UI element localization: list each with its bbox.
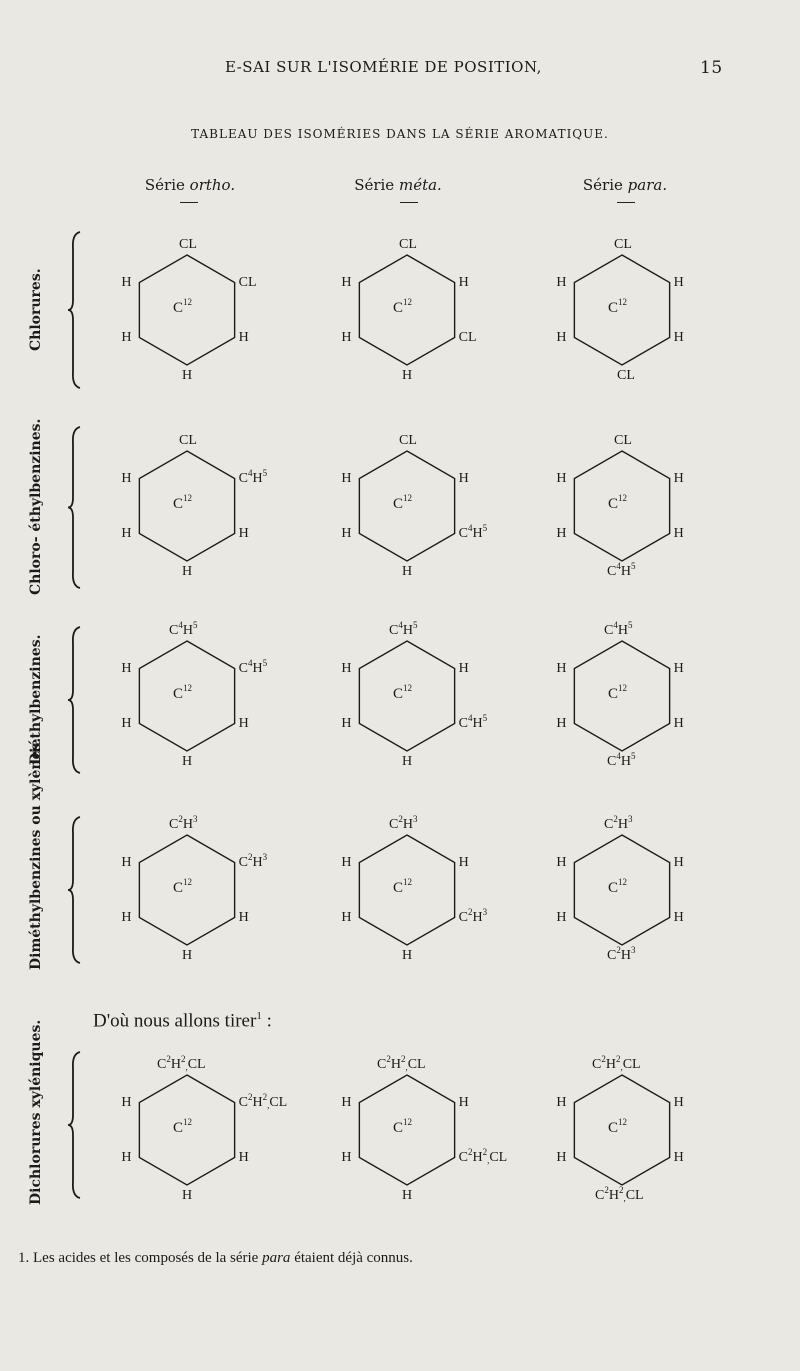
ring-center-label: $C^{12}$ [393,493,413,512]
atom-bottom: $C^4H^5$ [607,751,636,769]
ring-center-label: $C^{12}$ [393,297,413,316]
benzene-structure [315,1052,515,1212]
atom-ul: H [341,854,352,870]
atom-lr: H [238,1149,249,1165]
atom-ul: H [121,470,132,486]
atom-lr: $C^2H^3$ [458,906,488,925]
atom-top: $C^2H^3$ [604,814,633,832]
benzene-ring [95,618,295,778]
atom-ur: $C^2H^3$ [238,851,268,870]
atom-ll: H [341,909,352,925]
atom-ll: H [121,1149,132,1165]
benzene-ring [95,1052,295,1212]
column-dash [617,202,635,203]
row-brace [66,1050,86,1200]
atom-ul: H [341,1094,352,1110]
column-dash [400,202,418,203]
atom-ur: H [458,274,469,290]
table-title: TABLEAU DES ISOMÉRIES DANS LA SÉRIE AROMATIQUE. [191,127,609,141]
benzene-structure [315,232,515,392]
atom-bottom: H [182,368,193,383]
atom-ul: H [341,274,352,290]
atom-top: CL [399,237,417,252]
atom-lr: H [673,525,684,541]
benzene-structure [530,1052,730,1212]
atom-ur: H [673,470,684,486]
ring-center-label: $C^{12}$ [173,683,193,702]
atom-bottom: $C^2H^3$ [607,945,636,963]
atom-bottom: H [402,564,413,579]
benzene-structure [530,812,730,972]
benzene-ring [315,1052,515,1212]
column-prefix: Série [582,176,623,194]
column-header-para [545,176,705,194]
atom-ur: H [673,274,684,290]
ring-center-label: $C^{12}$ [608,877,628,896]
atom-top: CL [614,237,632,252]
atom-bottom: H [402,1188,413,1203]
atom-ll: H [556,715,567,731]
benzene-structure [95,1052,295,1212]
footnote-reference: 1 [256,1010,262,1022]
atom-ur: H [458,854,469,870]
benzene-structure [95,232,295,392]
atom-bottom: H [182,754,193,769]
atom-ll: H [121,715,132,731]
atom-bottom: H [402,948,413,963]
atom-ur: $C^4H^5$ [238,657,268,676]
ring-center-label: $C^{12}$ [608,1117,628,1136]
benzene-structure [315,428,515,588]
column-series-name: para. [627,176,668,194]
atom-ul: H [121,854,132,870]
ring-center-label: $C^{12}$ [393,1117,413,1136]
atom-ll: H [556,1149,567,1165]
atom-ur: H [673,1094,684,1110]
atom-bottom: H [182,564,193,579]
atom-top: $C^2H^3$ [169,814,198,832]
atom-ul: H [121,274,132,290]
ring-center-label: $C^{12}$ [173,1117,193,1136]
benzene-ring [95,232,295,392]
column-header-meta [318,176,478,194]
ring-center-label: $C^{12}$ [393,683,413,702]
atom-ul: H [341,470,352,486]
benzene-structure [530,428,730,588]
atom-ul: H [556,854,567,870]
atom-top: $C^4H^5$ [169,620,198,638]
atom-ll: H [341,1149,352,1165]
atom-ur: H [458,1094,469,1110]
column-dash [180,202,198,203]
benzene-ring [315,428,515,588]
atom-ul: H [556,274,567,290]
row-brace [66,230,86,390]
ring-center-label: $C^{12}$ [608,493,628,512]
row-label: Dichlorures xyléniques. [28,1019,44,1205]
column-series-name: méta. [398,176,442,194]
atom-ul: H [121,660,132,676]
footnote-italic-word: para [262,1250,291,1266]
row-label: Diéthylbenzines. [28,634,44,766]
ring-center-label: $C^{12}$ [173,493,193,512]
atom-ur: CL [238,274,257,290]
footnote-number: 1. [18,1250,30,1266]
column-prefix: Série [354,176,395,194]
atom-top: $C^2H^2,CL$ [377,1054,426,1072]
row-brace [66,625,86,775]
atom-lr: H [673,715,684,731]
atom-ul: H [341,660,352,676]
atom-bottom: H [182,948,193,963]
ring-center-label: $C^{12}$ [608,297,628,316]
atom-ll: H [341,329,352,345]
atom-ur: H [458,470,469,486]
column-series-name: ortho. [189,176,236,194]
transition-sentence [93,1010,272,1032]
column-header-ortho [110,176,270,194]
atom-top: $C^4H^5$ [389,620,418,638]
running-title: E-SAI SUR L'ISOMÉRIE DE POSITION, [225,58,542,76]
atom-lr: H [673,1149,684,1165]
row-brace [66,425,86,590]
running-head [0,58,800,78]
atom-ll: H [121,329,132,345]
atom-ul: H [556,660,567,676]
atom-ll: H [341,525,352,541]
transition-tail: : [261,1010,272,1032]
atom-ul: H [556,470,567,486]
ring-center-label: $C^{12}$ [608,683,628,702]
atom-lr: H [238,909,249,925]
atom-lr: $C^2H^2,CL$ [458,1146,508,1165]
row-label: Chloro- éthylbenzines. [28,418,44,595]
atom-ul: H [121,1094,132,1110]
atom-lr: H [238,715,249,731]
transition-text: D'où nous allons tirer [93,1010,257,1032]
benzene-structure [530,618,730,778]
atom-top: $C^2H^2,CL$ [592,1054,641,1072]
atom-ll: H [121,909,132,925]
atom-bottom: CL [617,368,635,383]
atom-lr: H [238,329,249,345]
atom-ur: $C^2H^2,CL$ [238,1091,288,1110]
atom-ll: H [556,909,567,925]
benzene-structure [95,618,295,778]
atom-bottom: $C^4H^5$ [607,561,636,579]
atom-bottom: $C^2H^2,CL$ [595,1185,644,1203]
atom-ur: $C^4H^5$ [238,467,268,486]
atom-lr: $C^4H^5$ [458,712,488,731]
column-prefix: Série [144,176,185,194]
atom-ur: H [458,660,469,676]
benzene-structure [95,428,295,588]
atom-bottom: H [402,368,413,383]
atom-ll: H [556,525,567,541]
atom-ll: H [341,715,352,731]
atom-ur: H [673,660,684,676]
atom-lr: CL [458,329,477,345]
row-label: Diméthylbenzines ou xylènes. [28,737,44,970]
benzene-ring [95,428,295,588]
footnote-text-after: étaient déjà connus. [294,1250,413,1266]
footnote [18,1250,413,1267]
footnote-text-before: Les acides et les composés de la série [33,1250,259,1266]
atom-lr: H [673,909,684,925]
atom-top: CL [399,433,417,448]
atom-ur: H [673,854,684,870]
atom-top: $C^2H^2,CL$ [157,1054,206,1072]
row-brace [66,815,86,965]
atom-top: $C^2H^3$ [389,814,418,832]
ring-center-label: $C^{12}$ [393,877,413,896]
atom-ll: H [556,329,567,345]
benzene-ring [315,812,515,972]
benzene-structure [315,618,515,778]
benzene-ring [315,618,515,778]
page-number: 15 [700,58,723,78]
atom-bottom: H [402,754,413,769]
row-label: Chlorures. [28,268,44,352]
atom-lr: H [238,525,249,541]
atom-ul: H [556,1094,567,1110]
atom-bottom: H [182,1188,193,1203]
benzene-structure [95,812,295,972]
atom-lr: $C^4H^5$ [458,522,488,541]
atom-top: CL [179,237,197,252]
benzene-ring [95,812,295,972]
ring-center-label: $C^{12}$ [173,297,193,316]
benzene-ring [315,232,515,392]
atom-lr: H [673,329,684,345]
ring-center-label: $C^{12}$ [173,877,193,896]
benzene-structure [530,232,730,392]
atom-top: $C^4H^5$ [604,620,633,638]
atom-top: CL [614,433,632,448]
benzene-structure [315,812,515,972]
atom-top: CL [179,433,197,448]
atom-ll: H [121,525,132,541]
